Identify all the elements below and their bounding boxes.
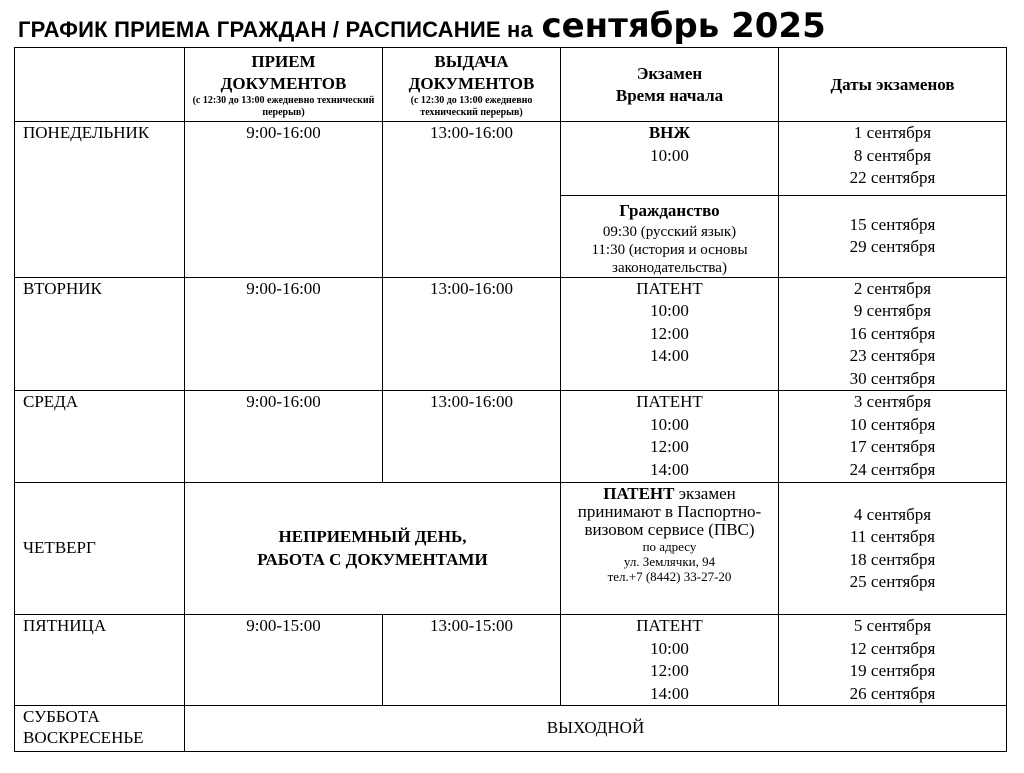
vydacha-tuesday: 13:00-16:00	[383, 277, 561, 391]
day-weekend	[15, 706, 185, 752]
date-item: 26 сентября	[849, 683, 936, 703]
header-exam-line2: Время начала	[615, 85, 724, 105]
exam-thursday	[561, 483, 779, 615]
table-row-friday	[15, 615, 1007, 706]
dates-friday	[779, 615, 1007, 706]
exam-time: 10:00	[650, 638, 689, 658]
exam-time: 12:00	[650, 437, 689, 456]
dates-thursday	[779, 483, 1007, 615]
exam-time: 14:00	[650, 346, 689, 365]
page-title	[18, 6, 826, 46]
day-wednesday: СРЕДА	[15, 391, 185, 483]
date-item: 9 сентября	[853, 301, 932, 320]
exam-monday-vnzh	[561, 122, 779, 196]
day-friday: ПЯТНИЦА	[15, 615, 185, 706]
exam-time: 14:00	[650, 683, 689, 703]
schedule-table	[14, 47, 1007, 752]
weekend-status: ВЫХОДНОЙ	[185, 706, 1007, 752]
date-item: 1 сентября	[853, 123, 932, 142]
header-row	[15, 48, 1007, 122]
table-row-weekend	[15, 706, 1007, 752]
header-empty-cell	[15, 48, 185, 122]
date-item: 11 сентября	[849, 527, 935, 546]
exam-line: 09:30 (русский язык)	[602, 223, 737, 240]
date-item: 5 сентября	[853, 616, 932, 635]
priem-wednesday: 9:00-16:00	[185, 391, 383, 483]
date-item: 8 сентября	[853, 145, 932, 165]
exam-title: Гражданство	[619, 201, 720, 220]
exam-title: ВНЖ	[648, 123, 691, 142]
day-sunday: ВОСКРЕСЕНЬЕ	[23, 728, 144, 747]
table-row-wednesday	[15, 391, 1007, 483]
day-saturday: СУББОТА	[23, 707, 100, 726]
exam-title: ПАТЕНТ	[636, 278, 703, 298]
header-priem-note: (с 12:30 до 13:00 ежедневно технический перерыв)	[192, 94, 375, 118]
header-vydacha-note: (с 12:30 до 13:00 ежедневно технический перерыв)	[410, 94, 533, 118]
exam-time: 14:00	[650, 459, 689, 479]
header-priem-label: ПРИЕМ ДОКУМЕНТОВ	[220, 51, 347, 93]
dates-tuesday	[779, 277, 1007, 391]
header-vydacha-label: ВЫДАЧА ДОКУМЕНТОВ	[408, 51, 535, 93]
exam-time: 12:00	[650, 661, 689, 680]
header-vydacha	[383, 48, 561, 122]
table-row-thursday	[15, 483, 1007, 615]
exam-wednesday	[561, 391, 779, 483]
header-exam	[561, 48, 779, 122]
date-item: 18 сентября	[849, 549, 936, 569]
date-item: 22 сентября	[849, 168, 936, 187]
day-monday: ПОНЕДЕЛЬНИК	[15, 122, 185, 278]
vydacha-friday: 13:00-15:00	[383, 615, 561, 706]
exam-title: ПАТЕНТ	[636, 392, 703, 411]
exam-time: 10:00	[650, 145, 689, 165]
exam-address-label: по адресу	[642, 539, 697, 554]
header-dates	[779, 48, 1007, 122]
table-row-tuesday	[15, 277, 1007, 391]
priem-friday: 9:00-15:00	[185, 615, 383, 706]
exam-time: 10:00	[650, 301, 689, 320]
exam-thursday-text	[567, 485, 772, 539]
date-item: 4 сентября	[853, 504, 932, 524]
date-item: 10 сентября	[849, 414, 936, 434]
vydacha-wednesday: 13:00-16:00	[383, 391, 561, 483]
table-row-monday	[15, 122, 1007, 196]
header-priem	[185, 48, 383, 122]
date-item: 3 сентября	[853, 392, 932, 411]
title-prefix: ГРАФИК ПРИЕМА ГРАЖДАН / РАСПИСАНИЕ на	[18, 17, 533, 42]
date-item: 2 сентября	[853, 278, 932, 298]
exam-time: 10:00	[650, 414, 689, 434]
priem-tuesday: 9:00-16:00	[185, 277, 383, 391]
dates-wednesday	[779, 391, 1007, 483]
date-item: 17 сентября	[849, 437, 936, 456]
date-item: 12 сентября	[849, 638, 936, 658]
day-thursday: ЧЕТВЕРГ	[15, 483, 185, 615]
header-exam-line1: Экзамен	[636, 63, 703, 83]
exam-tuesday	[561, 277, 779, 391]
date-item: 19 сентября	[849, 661, 936, 680]
day-tuesday: ВТОРНИК	[15, 277, 185, 391]
date-item: 24 сентября	[849, 459, 936, 479]
dates-monday-vnzh	[779, 122, 1007, 196]
exam-address: ул. Землячки, 94	[623, 554, 716, 569]
dates-monday-citizenship	[779, 196, 1007, 278]
exam-monday-citizenship	[561, 196, 779, 278]
vydacha-monday: 13:00-16:00	[383, 122, 561, 278]
exam-desc: экзамен принимают в Паспортно-визовом сервисе (ПВС)	[577, 484, 762, 539]
title-month: сентябрь 2025	[541, 6, 826, 46]
header-dates-label: Даты экзаменов	[830, 74, 955, 94]
exam-line: 11:30 (история и основы законодательства)	[591, 241, 748, 276]
exam-title: ПАТЕНТ	[636, 616, 703, 635]
date-item: 25 сентября	[849, 572, 936, 591]
closed-line: РАБОТА С ДОКУМЕНТАМИ	[257, 549, 488, 569]
date-item: 30 сентября	[849, 368, 936, 388]
date-item: 16 сентября	[849, 323, 936, 343]
exam-phone: тел.+7 (8442) 33-27-20	[607, 569, 732, 584]
exam-time: 12:00	[650, 323, 689, 343]
date-item: 15 сентября	[849, 214, 936, 234]
priem-monday: 9:00-16:00	[185, 122, 383, 278]
exam-friday	[561, 615, 779, 706]
date-item: 23 сентября	[849, 346, 936, 365]
exam-title: ПАТЕНТ	[603, 484, 675, 503]
closed-thursday	[185, 483, 561, 615]
date-item: 29 сентября	[849, 237, 936, 257]
closed-line: НЕПРИЕМНЫЙ ДЕНЬ,	[278, 527, 467, 546]
